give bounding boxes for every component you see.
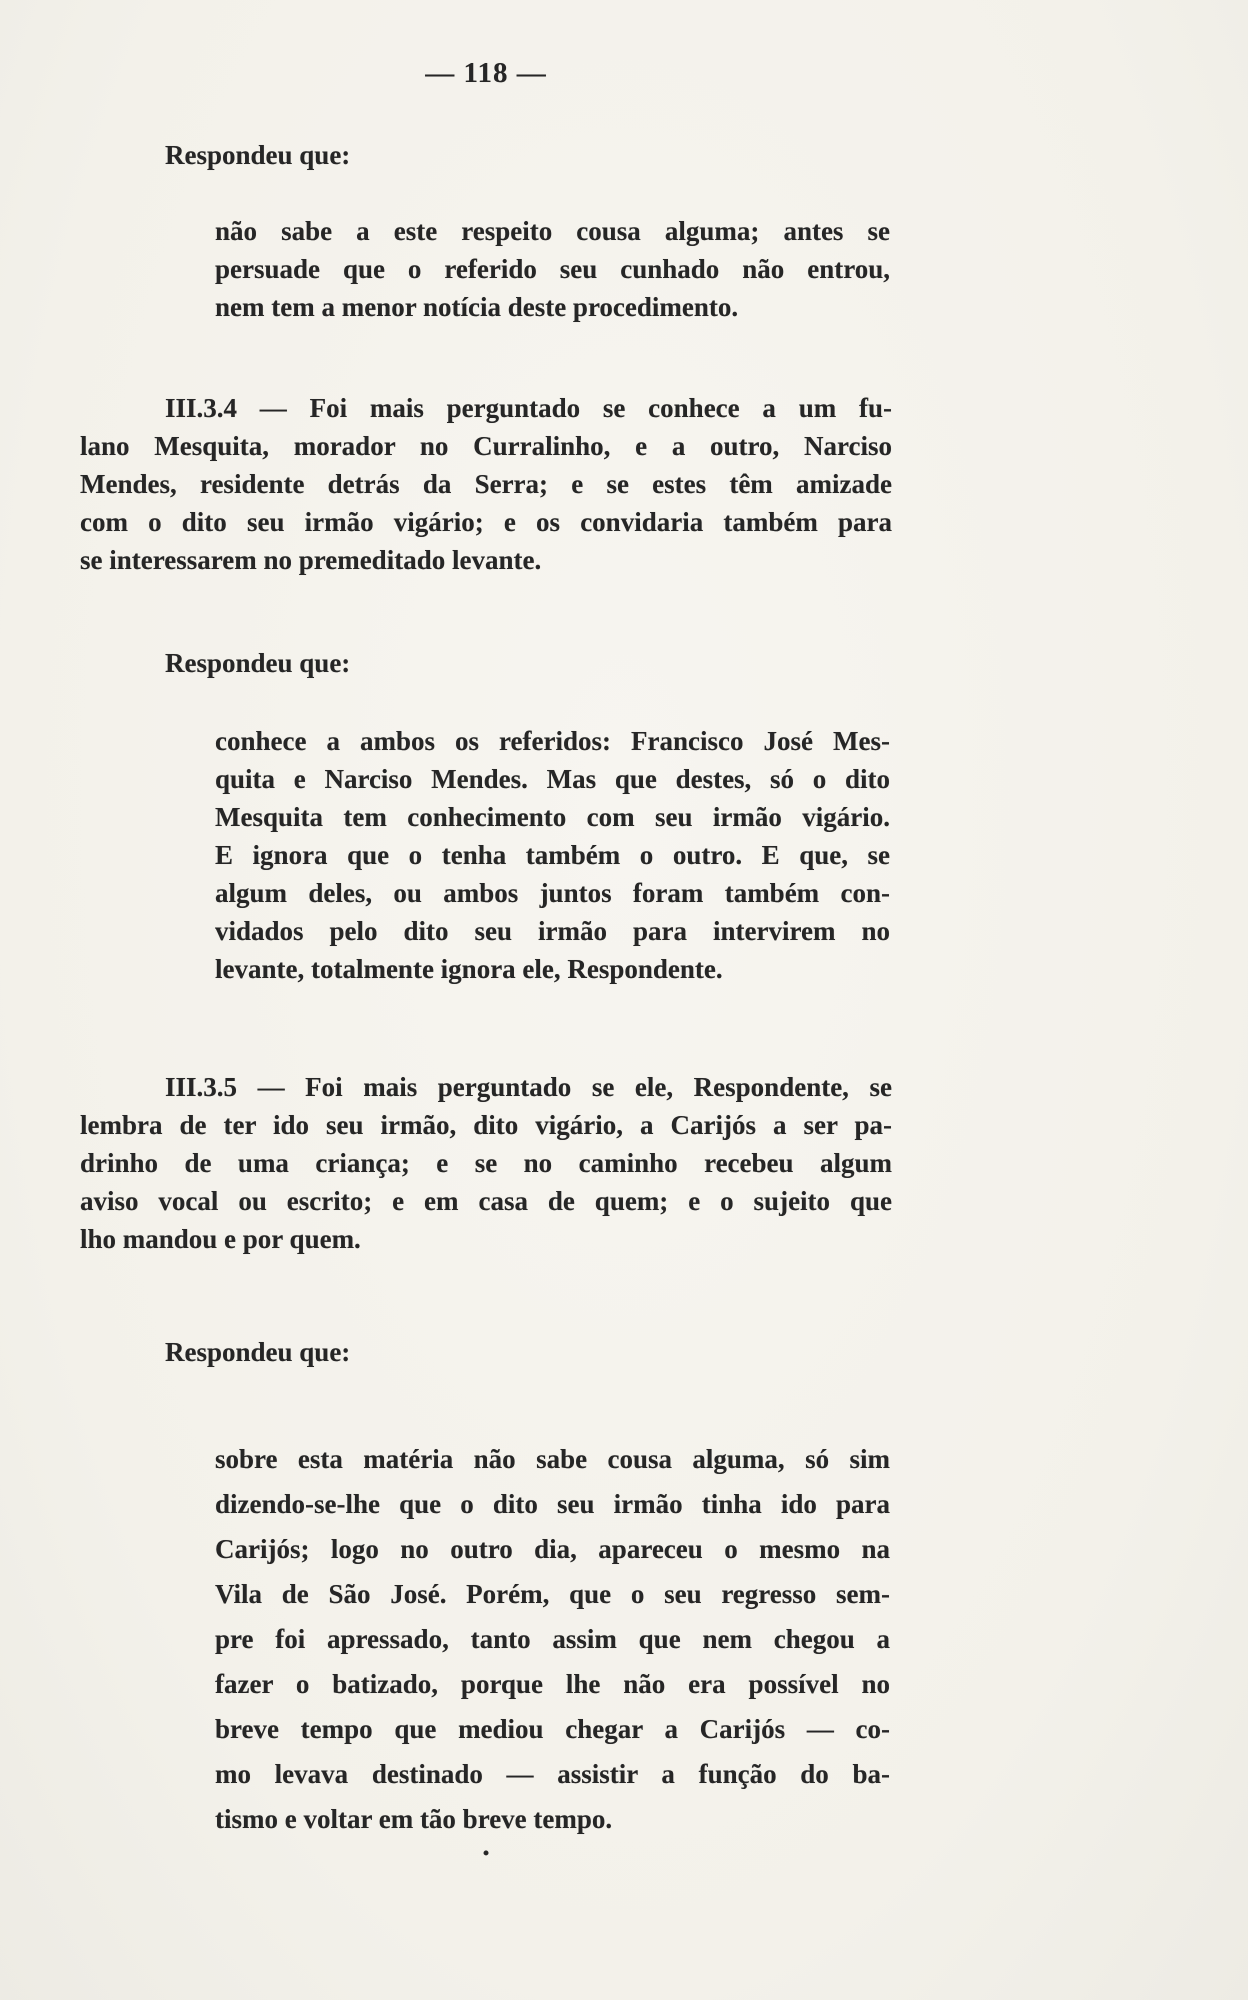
text-line: III.3.5 — Foi mais perguntado se ele, Respondente, se	[165, 1072, 892, 1102]
text-line: Carijós; logo no outro dia, apareceu o mesmo na	[215, 1534, 890, 1564]
text-line: Respondeu que:	[165, 1337, 351, 1367]
text-line: pre foi apressado, tanto assim que nem chegou a	[215, 1624, 890, 1654]
page-body	[80, 136, 892, 1842]
text-line: lano Mesquita, morador no Curralinho, e a outro, Narciso	[80, 431, 892, 461]
text-line: III.3.4 — Foi mais perguntado se conhece a um fu-	[165, 393, 892, 423]
response-block	[215, 722, 890, 988]
text-line: aviso vocal ou escrito; e em casa de quem; e o sujeito que	[80, 1186, 892, 1216]
text-line: se interessarem no premeditado levante.	[80, 545, 542, 575]
text-line: Mendes, residente detrás da Serra; e se estes têm amizade	[80, 469, 892, 499]
text-line: conhece a ambos os referidos: Francisco José Mes-	[215, 726, 890, 756]
text-line: algum deles, ou ambos juntos foram também con-	[215, 878, 890, 908]
text-line: fazer o batizado, porque lhe não era possível no	[215, 1669, 890, 1699]
response-label	[165, 644, 892, 682]
text-line: Respondeu que:	[165, 648, 351, 678]
text-line: lho mandou e por quem.	[80, 1224, 361, 1254]
text-line: lembra de ter ido seu irmão, dito vigário, a Carijós a ser pa-	[80, 1110, 892, 1140]
text-line: E ignora que o tenha também o outro. E que, se	[215, 840, 890, 870]
numbered-paragraph	[80, 1068, 892, 1258]
text-line: levante, totalmente ignora ele, Respondente.	[215, 954, 723, 984]
text-line: não sabe a este respeito cousa alguma; antes se	[215, 216, 890, 246]
text-line: quita e Narciso Mendes. Mas que destes, só o dito	[215, 764, 890, 794]
text-line: dizendo-se-lhe que o dito seu irmão tinha ido para	[215, 1489, 890, 1519]
text-line: vidados pelo dito seu irmão para intervirem no	[215, 916, 890, 946]
response-block	[215, 212, 890, 326]
section-end-dot: •	[482, 1843, 490, 1863]
page-number: — 118 —	[425, 57, 547, 89]
text-line: mo levava destinado — assistir a função do ba-	[215, 1759, 890, 1789]
text-line: drinho de uma criança; e se no caminho recebeu algum	[80, 1148, 892, 1178]
text-line: persuade que o referido seu cunhado não entrou,	[215, 254, 890, 284]
numbered-paragraph	[80, 389, 892, 579]
text-line: Mesquita tem conhecimento com seu irmão vigário.	[215, 802, 890, 832]
response-label	[165, 136, 892, 174]
text-line: Respondeu que:	[165, 140, 351, 170]
text-line: com o dito seu irmão vigário; e os convidaria também para	[80, 507, 892, 537]
text-line: breve tempo que mediou chegar a Carijós — co-	[215, 1714, 890, 1744]
response-label	[165, 1333, 892, 1371]
response-block	[215, 1437, 890, 1842]
text-line: tismo e voltar em tão breve tempo.	[215, 1804, 613, 1834]
text-line: Vila de São José. Porém, que o seu regresso sem-	[215, 1579, 890, 1609]
text-line: nem tem a menor notícia deste procedimento.	[215, 292, 739, 322]
text-column	[80, 56, 892, 1862]
text-line: sobre esta matéria não sabe cousa alguma, só sim	[215, 1444, 890, 1474]
